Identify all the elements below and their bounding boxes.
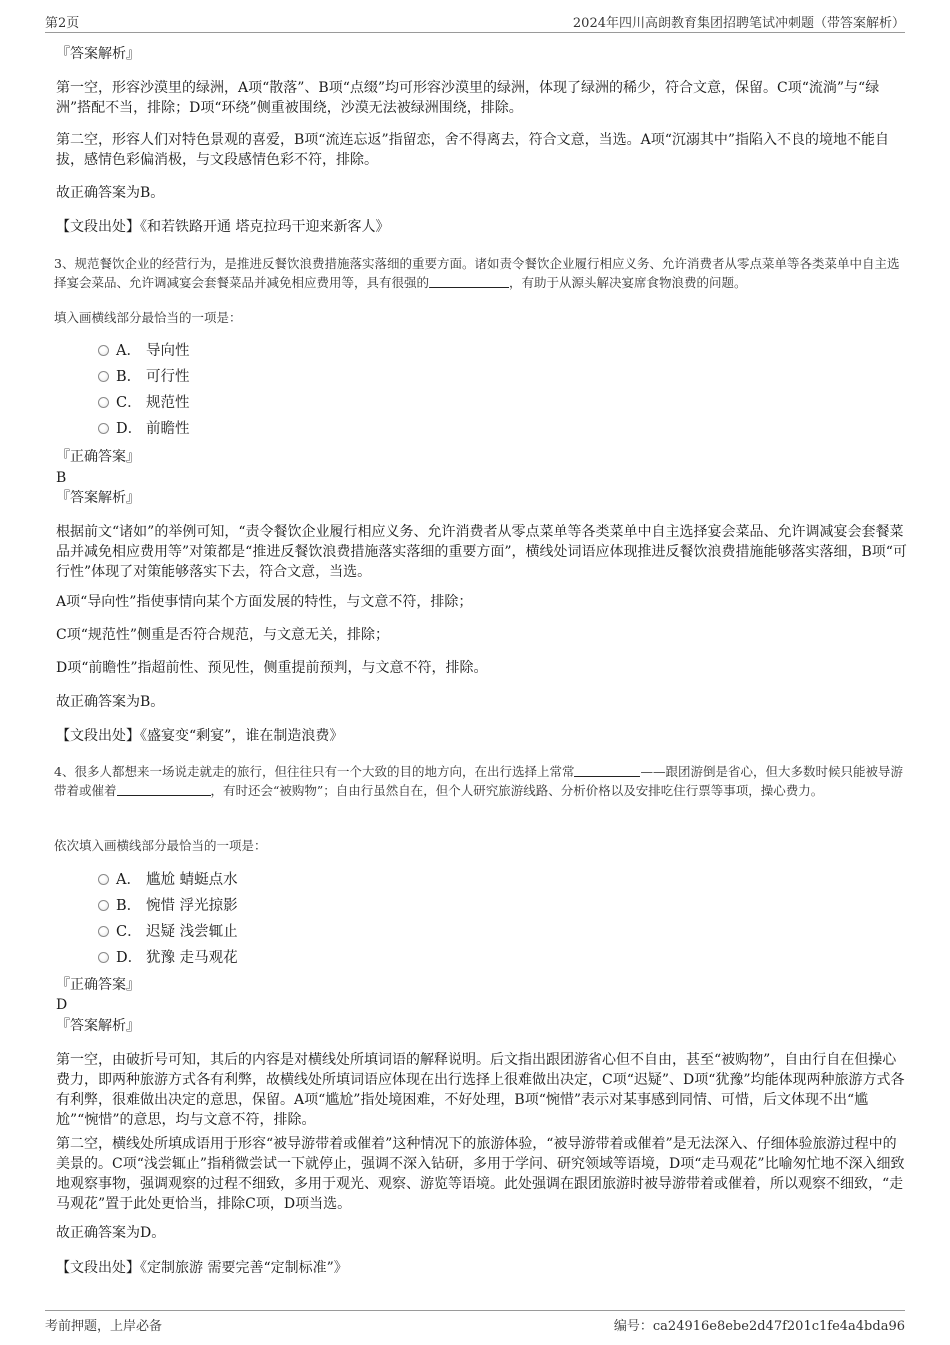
question-3-text: 3、规范餐饮企业的经营行为，是推进反餐饮浪费措施落实落细的重要方面。诸如责令餐饮企业履行相应义务、允许消费者从零点菜单等各类菜单中自主选择宴会菜品、允许调减宴会套餐菜品并减免相应费用等，具有很强的 ，有助于从源头解决宴席食物浪费的问题。 <box>54 256 900 290</box>
page-header <box>45 10 905 33</box>
document-title: 2024年四川高朗教育集团招聘笔试冲刺题（带答案解析） <box>572 16 905 31</box>
radio-icon[interactable] <box>98 397 109 408</box>
option-d[interactable]: D． 前瞻性 <box>98 419 190 439</box>
answer-blank <box>117 783 211 796</box>
question-4-instruction: 依次填入画横线部分最恰当的一项是： <box>54 838 267 853</box>
option-b[interactable]: B． 惋惜 浮光掠影 <box>98 896 238 916</box>
radio-icon[interactable] <box>98 952 109 963</box>
option-b[interactable]: B． 可行性 <box>98 367 190 387</box>
conclusion-text: 故正确答案为D。 <box>56 1225 166 1241</box>
source-text: 【文段出处】《定制旅游 需要完善“定制标准”》 <box>56 1260 348 1276</box>
page-footer <box>45 1310 905 1337</box>
option-c[interactable]: C． 规范性 <box>98 393 190 413</box>
conclusion-text: 故正确答案为B。 <box>56 694 165 710</box>
document-id: 编号：ca24916e8ebe2d47f201c1fe4a4bda96 <box>613 1319 905 1334</box>
source-text: 【文段出处】《和若铁路开通 塔克拉玛干迎来新客人》 <box>56 219 390 235</box>
analysis-label: 『答案解析』 <box>56 1018 140 1034</box>
analysis-paragraph: 第二空，横线处所填成语用于形容“被导游带着或催着”这种情况下的旅游体验，“被导游带着或催着”是无法深入、仔细体验旅游过程中的美景的。C项“浅尝辄止”指稍微尝试一下就停止，强调不深入钻研，多用于学问、研究领域等语境，D项“走马观花”比喻匆忙地不深入细致地观察事物，强调观察的过程不细致，多用于观光、观察、游览等语境。此处强调在跟团旅游时被导游带着或催着，所以观察不细致，“走马观花”置于此处更恰当，排除C项，D项当选。 <box>56 1136 905 1212</box>
analysis-paragraph: 根据前文“诸如”的举例可知，“责令餐饮企业履行相应义务、允许消费者从零点菜单等各类菜单中自主选择宴会菜品、允许调减宴会套餐菜品并减免相应费用等”对策都是“推进反餐饮浪费措施落实落细的重要方面”，横线处词语应体现推进反餐饮浪费措施能够落实落细，B项“可行性”体现了对策能够落实下去，符合文意，当选。 <box>56 524 907 580</box>
analysis-paragraph: D项“前瞻性”指超前性、预见性，侧重提前预判，与文意不符，排除。 <box>56 660 488 676</box>
page-number: 第2页 <box>45 16 80 31</box>
answer-blank <box>574 764 640 777</box>
answer-blank <box>429 275 509 288</box>
analysis-paragraph: A项“导向性”指使事情向某个方面发展的特性，与文意不符，排除； <box>56 594 473 610</box>
analysis-paragraph: 第一空，形容沙漠里的绿洲，A项“散落”、B项“点缀”均可形容沙漠里的绿洲，体现了绿洲的稀少，符合文意，保留。C项“流淌”与“绿洲”搭配不当，排除；D项“环绕”侧重被围绕，沙漠无法被绿洲围绕，排除。 <box>56 80 880 116</box>
radio-icon[interactable] <box>98 874 109 885</box>
option-a[interactable]: A． 尴尬 蜻蜓点水 <box>98 870 238 890</box>
analysis-paragraph: 第二空，形容人们对特色景观的喜爱，B项“流连忘返”指留恋，舍不得离去，符合文意，当选。A项“沉溺其中”指陷入不良的境地不能自拔，感情色彩偏消极，与文段感情色彩不符，排除。 <box>56 132 890 168</box>
option-c[interactable]: C． 迟疑 浅尝辄止 <box>98 922 238 942</box>
correct-answer-value: B <box>56 470 67 486</box>
correct-answer-label: 『正确答案』 <box>56 977 140 993</box>
radio-icon[interactable] <box>98 926 109 937</box>
correct-answer-value: D <box>56 997 68 1013</box>
question-3-instruction: 填入画横线部分最恰当的一项是： <box>54 310 242 325</box>
footer-slogan: 考前押题，上岸必备 <box>45 1319 163 1334</box>
conclusion-text: 故正确答案为B。 <box>56 185 165 201</box>
option-a[interactable]: A． 导向性 <box>98 341 190 361</box>
radio-icon[interactable] <box>98 423 109 434</box>
radio-icon[interactable] <box>98 345 109 356</box>
correct-answer-label: 『正确答案』 <box>56 449 140 465</box>
option-d[interactable]: D． 犹豫 走马观花 <box>98 948 238 968</box>
analysis-label: 『答案解析』 <box>56 46 140 62</box>
analysis-paragraph: 第一空，由破折号可知，其后的内容是对横线处所填词语的解释说明。后文指出跟团游省心但不自由，甚至“被购物”，自由行自在但操心费力，即两种旅游方式各有利弊，故横线处所填词语应体现在出行选择上很难做出决定，C项“迟疑”、D项“犹豫”均能体现两种旅游方式各有利弊，很难做出决定的意思，保留。A项“尴尬”指处境困难，不好处理，B项“惋惜”表示对某事感到同情、可惜，后文体现不出“尴尬”“惋惜”的意思，均与文意不符，排除。 <box>56 1052 905 1128</box>
question-4-text: 4、很多人都想来一场说走就走的旅行，但往往只有一个大致的目的地方向，在出行选择上常常 ——跟团游倒是省心，但大多数时候只能被导游带着或催着 ，有时还会“被购物”；自由行虽然自在，但个人研究旅游线路、分析价格以及安排吃住行票等事项，操心费力。 <box>54 764 903 798</box>
radio-icon[interactable] <box>98 371 109 382</box>
analysis-label: 『答案解析』 <box>56 490 140 506</box>
radio-icon[interactable] <box>98 900 109 911</box>
analysis-paragraph: C项“规范性”侧重是否符合规范，与文意无关，排除； <box>56 627 390 643</box>
source-text: 【文段出处】《盛宴变“剩宴”，谁在制造浪费》 <box>56 728 344 744</box>
